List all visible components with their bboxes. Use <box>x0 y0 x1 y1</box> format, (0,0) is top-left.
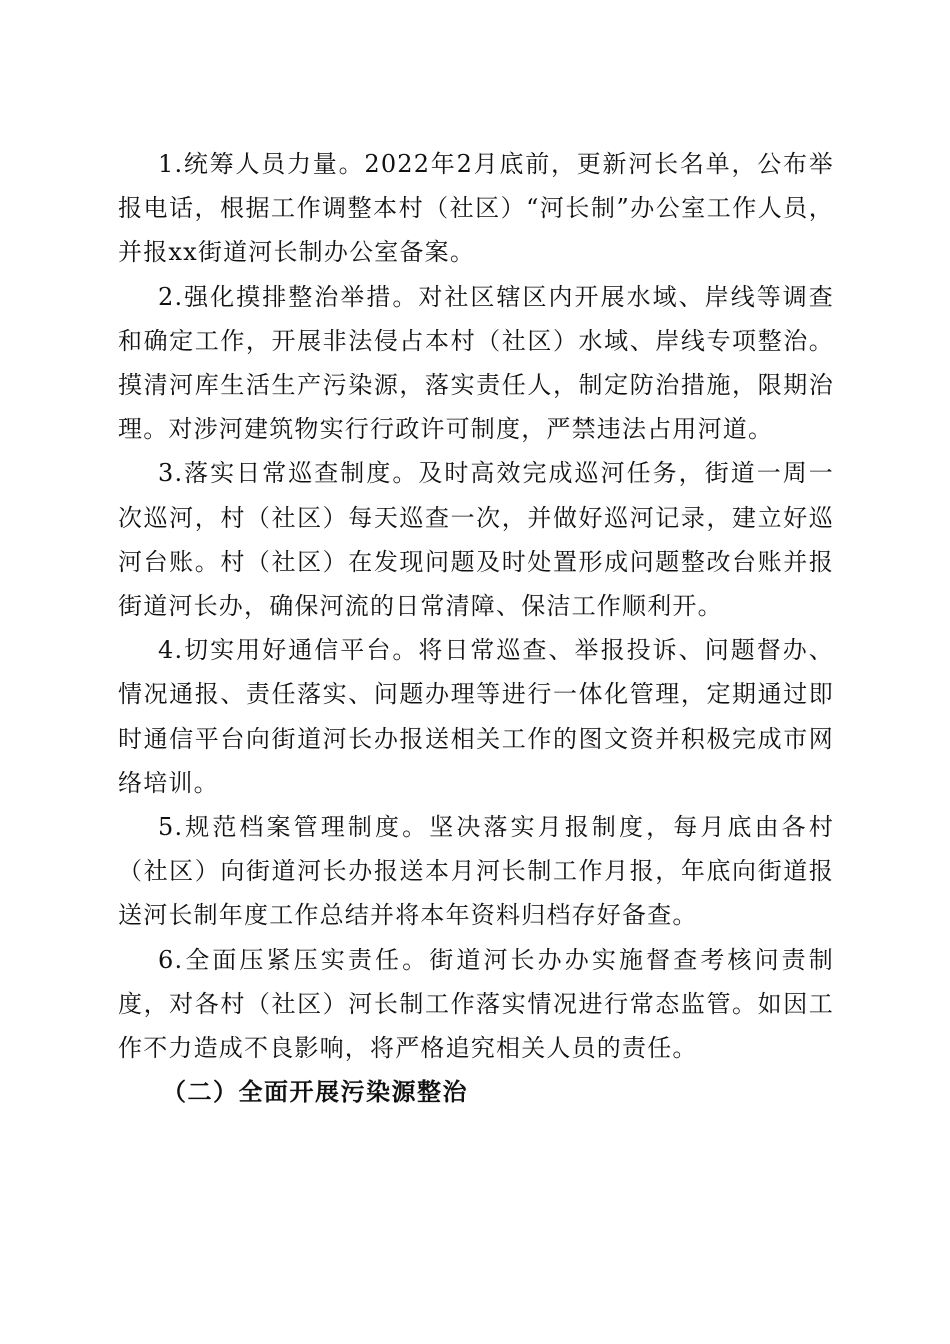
paragraph-investigation: 2.强化摸排整治举措。对社区辖区内开展水域、岸线等调查和确定工作，开展非法侵占本村（社区）水域、岸线专项整治。摸清河库生活生产污染源，落实责任人，制定防治措施，限期治理。对涉河建筑物实行行政许可制度，严禁违法占用河道。 <box>118 282 834 444</box>
document-body <box>118 142 834 1114</box>
paragraph-responsibility: 6.全面压紧压实责任。街道河长办办实施督查考核问责制度，对各村（社区）河长制工作落实情况进行常态监管。如因工作不力造成不良影响，将严格追究相关人员的责任。 <box>118 945 834 1063</box>
section-heading: （二）全面开展污染源整治 <box>162 1078 468 1107</box>
paragraph-archives: 5.规范档案管理制度。坚决落实月报制度，每月底由各村（社区）向街道河长办报送本月河长制工作月报，年底向街道报送河长制年度工作总结并将本年资料归档存好备查。 <box>118 813 834 930</box>
paragraph-staffing: 1.统筹人员力量。2022年2月底前，更新河长名单，公布举报电话，根据工作调整本村（社区）“河长制”办公室工作人员，并报xx街道河长制办公室备案。 <box>118 150 834 267</box>
paragraph-patrol: 3.落实日常巡查制度。及时高效完成巡河任务，街道一周一次巡河，村（社区）每天巡查一次，并做好巡河记录，建立好巡河台账。村（社区）在发现问题及时处置形成问题整改台账并报街道河长办，确保河流的日常清障、保洁工作顺利开。 <box>118 459 834 621</box>
paragraph-communication: 4.切实用好通信平台。将日常巡查、举报投诉、问题督办、情况通报、责任落实、问题办理等进行一体化管理，定期通过即时通信平台向街道河长办报送相关工作的图文资并积极完成市网络培训。 <box>118 636 834 797</box>
